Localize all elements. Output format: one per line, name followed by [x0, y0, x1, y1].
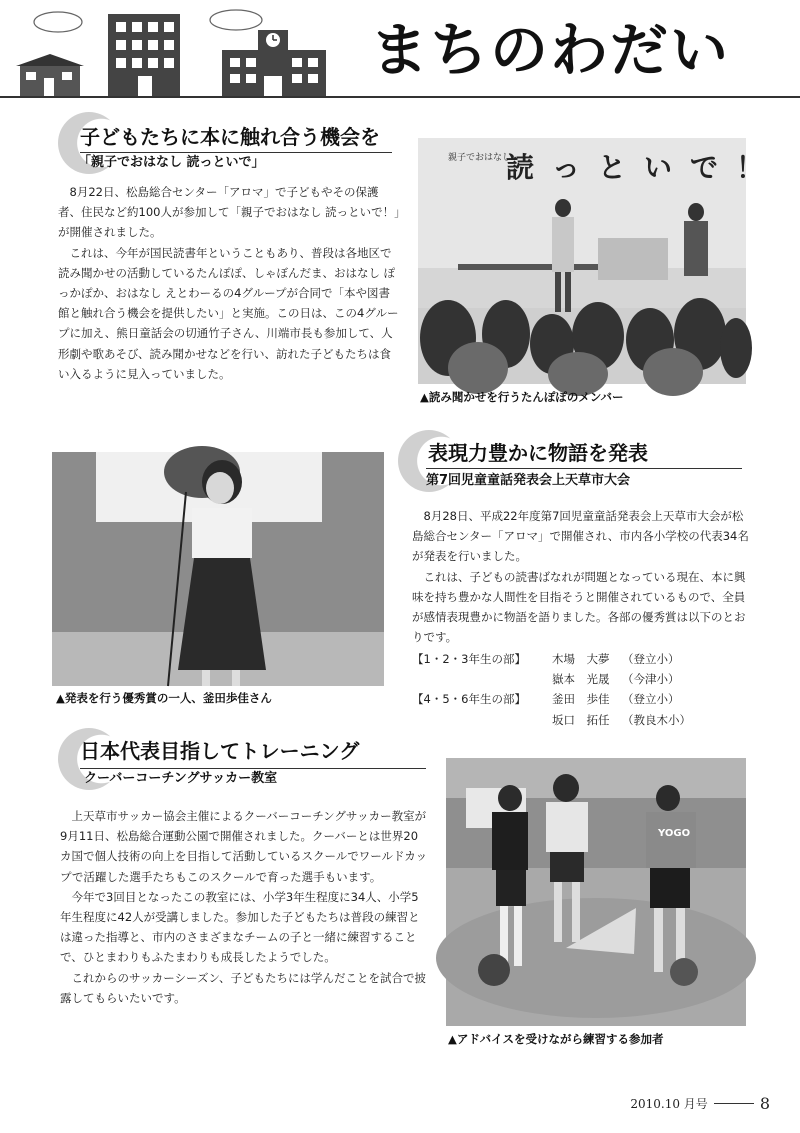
- article1-title: 子どもたちに本に触れ合う機会を: [80, 125, 380, 149]
- header: [0, 0, 800, 100]
- town-illustration: [0, 0, 360, 100]
- article1-caption: ▲読み聞かせを行うたんぽぽのメンバー: [420, 390, 624, 404]
- article3-title: 日本代表目指してトレーニング: [80, 739, 360, 763]
- award-row: 坂口 拓任 （教良木小）: [552, 712, 691, 727]
- footer-divider: [714, 1103, 754, 1104]
- article1-rule: [80, 152, 392, 153]
- header-divider: [0, 96, 800, 98]
- article3-body: [60, 806, 428, 1008]
- shirt-text: YOGO: [658, 828, 691, 839]
- article1-subtitle: 「親子でおはなし 読っといで」: [78, 155, 265, 170]
- building-icon: [108, 14, 180, 96]
- article2-subtitle: 第7回児童童話発表会上天草市大会: [426, 473, 631, 488]
- photo-banner: 読っといで！: [506, 151, 783, 184]
- paragraph: これからのサッカーシーズン、子どもたちには学んだことを試合で披露してもらいたいです。: [60, 970, 427, 1005]
- school-icon: [222, 30, 326, 96]
- photo-banner-small: 親子でおはなし: [448, 153, 512, 163]
- article3-caption: ▲アドバイスを受けながら練習する参加者: [448, 1032, 664, 1046]
- article1-body: [58, 182, 400, 384]
- paragraph: 上天草市サッカー協会主催によるクーバーコーチングサッカー教室が9月11日、松島総合運動公園で開催されました。クーバーとは世界20カ国で個人技術の向上を目指して活動しているスクールでワールドカップで活躍した選手たちもこのスクールで育った選手もいます。: [60, 809, 428, 884]
- article2-caption: ▲発表を行う優秀賞の一人、釜田歩佳さん: [56, 691, 272, 705]
- article3-subtitle: クーバーコーチングサッカー教室: [84, 771, 278, 786]
- issue-label: 2010.10 月号: [630, 1097, 708, 1111]
- article3-rule: [80, 768, 426, 769]
- house-icon: [16, 54, 84, 96]
- award-row: 【4・5・6年生の部】 釜田 歩佳 （登立小）: [412, 692, 680, 707]
- masthead-title: まちのわだい: [370, 16, 731, 84]
- award-row: 嶽本 光晟 （今津小）: [552, 672, 680, 687]
- reading-event-photo: [418, 138, 783, 384]
- paragraph: これは、今年が国民読書年ということもあり、普段は各地区で読み聞かせの活動しているたんぽぽ、しゃぼんだま、おはなし ぽっかぽか、おはなし えとわーるの4グループが合同で「本や図書館と触れ合う機会を提供したい」と実施。この日は、この4グループに加え、熊日童話会の切通竹子さん、川端市長も参加して、人形劇や歌あそび、読み聞かせなどを行い、訪れた子どもたちは食い入るように見入っていました。: [58, 245, 399, 381]
- paragraph: 8月28日、平成22年度第7回児童童話発表会上天草市大会が松島総合センター「アロマ」で開催され、市内各小学校の代表34名が発表を行いました。: [412, 509, 749, 564]
- soccer-training-photo: [446, 758, 746, 1026]
- paragraph: 今年で3回目となったこの教室には、小学3年生程度に34人、小学5年生程度に42人が受講しました。参加した子どもたちは普段の練習とは違った指導と、市内のさまざまなチームの子と一緒に練習することで、ひとまわりもふたまわりも成長したようでした。: [60, 889, 420, 965]
- article2-title: 表現力豊かに物語を発表: [428, 441, 648, 465]
- article2-body: [412, 506, 750, 647]
- page-number: 8: [759, 1094, 770, 1113]
- award-row: 【1・2・3年生の部】 木場 大夢 （登立小）: [412, 652, 680, 666]
- page-footer: [630, 1094, 770, 1113]
- award-list: [412, 649, 750, 730]
- paragraph: これは、子どもの読書ばなれが問題となっている現在、本に興味を持ち豊かな人間性を目指そうと開催されているもので、全員が感情表現豊かに物語を語りました。各部の優秀賞は以下のとおりです。: [412, 569, 746, 645]
- article2-rule: [426, 468, 742, 469]
- speech-contest-photo: [52, 452, 384, 686]
- paragraph: 8月22日、松島総合センター「アロマ」で子どもやその保護者、住民など約100人が参加して「親子でおはなし 読っといで！」が開催されました。: [58, 185, 400, 240]
